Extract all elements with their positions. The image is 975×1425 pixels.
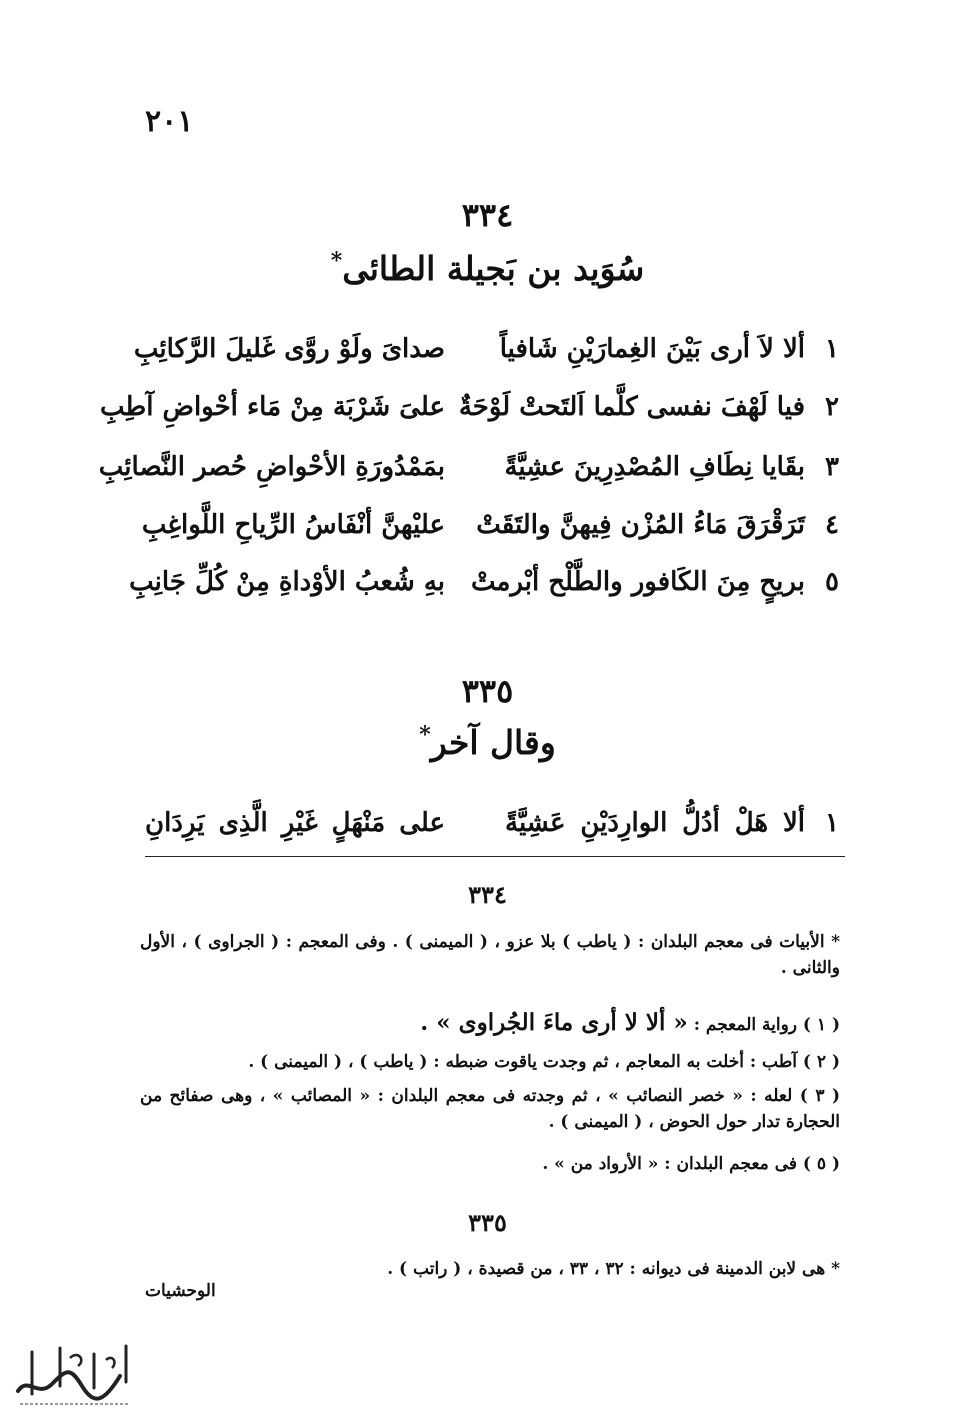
verse-first-hemistich: بقَايا نِطَافِ المُصْدِرِينَ عشِيَّةً: [504, 452, 805, 482]
poem-number: ٣٣٥: [461, 672, 514, 710]
footnote-section-heading: ٣٣٥: [468, 1208, 507, 1237]
verse-number: ٤: [825, 510, 839, 540]
poem-title: [0, 722, 975, 762]
footnote-2: ( ٢ ) آطب : أخلت به المعاجم ، ثم وجدت ياقوت ضبطه : ( ياطب ) ، ( الميمنى ) .: [248, 1052, 840, 1072]
poem-number: ٣٣٤: [461, 196, 514, 234]
verse-line: [145, 808, 845, 856]
title-footnote-mark: *: [419, 722, 431, 748]
verse-first-hemistich: ألا هَلْ أدُلُّ الوارِدَيْنِ عَشِيَّةً: [505, 808, 805, 838]
footnote-star: * هى لابن الدمينة فى ديوانه : ٣٢ ، ٣٣ ، من قصيدة ، ( راتب ) .: [387, 1259, 840, 1279]
footnote-5: ( ٥ ) فى معجم البلدان : « الأرواد من » .: [542, 1154, 840, 1174]
title-footnote-mark: *: [330, 248, 343, 274]
footnote-3: ( ٣ ) لعله : « خصر النصائب » ، ثم وجدته فى معجم البلدان : « المصائب » ، وهى صفائح من الحجارة تدار حول الحوض ، ( الميمنى ) .: [140, 1086, 840, 1132]
verse-second-hemistich: بمَمْدُورَةِ الأحْواضِ حُصر النَّصائِبِ: [98, 452, 445, 482]
verse-line: [129, 567, 845, 615]
verse-second-hemistich: عليْهنَّ أنْفَاسُ الرِّياحِ اللَّواغِبِ: [141, 510, 445, 540]
verse-line: [100, 392, 845, 440]
footnote-section-heading: ٣٣٤: [468, 880, 507, 909]
verse-first-hemistich: تَرَقْرَقَ مَاءُ المُزْن فِيهنَّ والتَقَتْ: [476, 510, 805, 540]
footnote-star: * الأبيات فى معجم البلدان : ( ياطب ) بلا عزو ، ( الميمنى ) . وفى المعجم : ( الجراوى ) ، الأول والثانى .: [140, 932, 840, 978]
footnote-separator: [145, 856, 845, 857]
book-signature: الوحشيات: [145, 1281, 216, 1301]
verse-line: [141, 510, 845, 558]
poem-title-text: وقال آخر: [430, 723, 556, 762]
calligraphy-logo: [8, 1336, 138, 1416]
verse-second-hemistich: بهِ شُعبُ الأوْداةِ مِنْ كُلِّ جَانِبِ: [129, 567, 445, 597]
verse-line: [98, 452, 845, 500]
verse-second-hemistich: علىَ شَرْبَة مِنْ مَاء أحْواضِ آطِبِ: [100, 392, 445, 422]
footnote-1: [140, 1006, 840, 1041]
verse-number: ٢: [825, 392, 839, 422]
page-number: ٢٠١: [145, 104, 194, 139]
verse-number: ١: [825, 334, 839, 364]
verse-second-hemistich: على مَنْهَلٍ غَيْرِ الَّذِى يَرِدَانِ: [145, 808, 445, 838]
verse-first-hemistich: بريحٍ مِنَ الكَافور والطَّلْح أبْرمتْ: [470, 567, 805, 597]
verse-first-hemistich: فيا لَهْفَ نفسى كلَّما اَلتَحتْ لَوْحَةٌ: [458, 392, 805, 422]
verse-number: ١: [825, 808, 839, 838]
verse-line: [133, 334, 845, 382]
verse-first-hemistich: ألا لاَ أرى بَيْنَ الغِمارَيْنِ شَافياً: [499, 334, 805, 364]
footnote-1-prefix: ( ١ ) رواية المعجم :: [693, 1015, 840, 1035]
verse-number: ٣: [825, 452, 839, 482]
verse-second-hemistich: صداىَ ولَوْ روَّى غَليلَ الرَّكائِبِ: [133, 334, 445, 364]
calligraphy-logo-icon: [8, 1336, 138, 1416]
poem-title-text: سُوَيد بن بَجيلة الطائى: [342, 249, 645, 288]
footnote-1-quote: « ألا لا أرى ماءَ الجُراوى » .: [420, 1009, 688, 1036]
poem-title: [0, 248, 975, 288]
verse-number: ٥: [825, 567, 839, 597]
